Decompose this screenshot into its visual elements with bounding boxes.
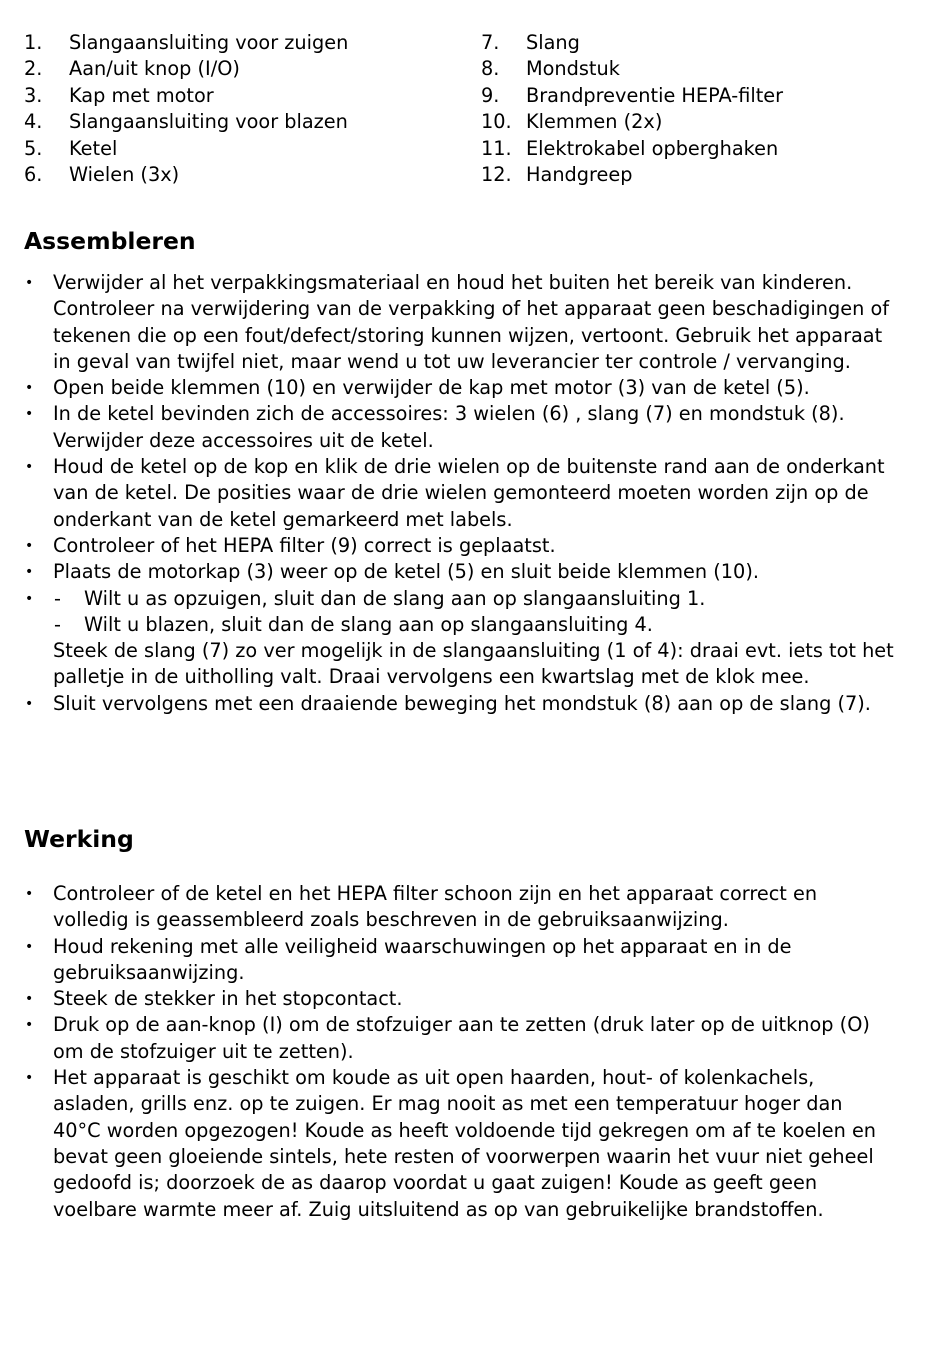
part-number: 2. [24, 57, 43, 81]
list-item [24, 934, 894, 987]
part-label: Wielen (3x) [69, 162, 180, 186]
part-number: 3. [24, 83, 43, 107]
bullet-icon: • [25, 695, 34, 712]
list-item [24, 270, 894, 375]
list-item-text: In de ketel bevinden zich de accessoires: 3 wielen (6) , slang (7) en mondstuk (8). Verwijder deze accessoires uit de ketel. [53, 402, 845, 452]
list-item [24, 986, 894, 1012]
list-item-hose [24, 586, 894, 691]
part-item [481, 30, 783, 56]
part-number: 6. [24, 162, 43, 186]
werking-list [24, 881, 894, 1223]
list-item-text: Steek de slang (7) zo ver mogelijk in de slangaansluiting (1 of 4): draai evt. iets tot het palletje in de uitholling valt. Draai vervolgens een kwartslag met de klok mee. [53, 639, 894, 689]
part-item [24, 83, 348, 109]
list-item [24, 1065, 894, 1223]
list-item [24, 375, 894, 401]
list-item [24, 1012, 894, 1065]
part-item [24, 162, 348, 188]
parts-list [24, 30, 904, 190]
list-item [24, 454, 894, 533]
list-item-text: Open beide klemmen (10) en verwijder de kap met motor (3) van de ketel (5). [53, 376, 810, 400]
part-number: 10. [481, 110, 512, 134]
sub-item [53, 586, 894, 612]
part-item [481, 56, 783, 82]
bullet-icon: • [25, 459, 34, 476]
list-item [24, 559, 894, 585]
list-item [24, 881, 894, 934]
part-label: Aan/uit knop (I/O) [69, 57, 240, 81]
bullet-icon: • [25, 886, 34, 902]
part-number: 11. [481, 136, 512, 160]
bullet-icon: • [25, 275, 34, 291]
list-item-text: Houd de ketel op de kop en klik de drie wielen op de buitenste rand aan de onderkant van de ketel. De posities waar de drie wielen gemonteerd moeten worden zijn op de onderkant van de ketel gemarkeerd met labels. [53, 455, 885, 531]
bullet-icon: • [25, 991, 34, 1008]
part-number: 1. [24, 31, 43, 54]
part-item [24, 136, 348, 162]
section-heading-assembleren: Assembleren [24, 227, 196, 255]
part-label: Klemmen (2x) [526, 110, 663, 134]
part-number: 12. [481, 162, 512, 186]
part-item [481, 83, 783, 109]
bullet-icon: • [25, 406, 34, 423]
dash-icon: - [54, 612, 61, 636]
list-item-text: Sluit vervolgens met een draaiende beweging het mondstuk (8) aan op de slang (7). [53, 691, 871, 715]
part-item [24, 56, 348, 82]
list-item-text: Het apparaat is geschikt om koude as uit open haarden, hout- of kolenkachels, asladen, grills enz. op te zuigen. Er mag nooit as met een temperatuur hoger dan 40°C worden opgezogen! Koude as heeft voldoende tijd gekregen om af te koelen en bevat geen gloeiende sintels, hete resten of voorwerpen waarin het vuur niet geheel gedoofd is; doorzoek de as daarop voordat u gaat zuigen! Koude as geeft geen voelbare warmte meer af. Zuig uitsluitend as op van gebruikelijke brandstoffen. [53, 1066, 877, 1221]
sub-item-text: Wilt u blazen, sluit dan de slang aan op slangaansluiting 4. [84, 612, 653, 636]
bullet-icon: • [25, 938, 34, 955]
part-item [24, 109, 348, 135]
part-item [481, 109, 783, 135]
bullet-icon: • [25, 1017, 34, 1034]
part-item [24, 30, 348, 56]
list-item-text: Controleer of het HEPA filter (9) correct is geplaatst. [53, 533, 556, 557]
part-label: Mondstuk [526, 57, 620, 81]
bullet-icon: • [25, 380, 34, 397]
part-item [481, 162, 783, 188]
part-label: Ketel [69, 136, 118, 160]
section-heading-werking: Werking [24, 825, 134, 853]
part-number: 5. [24, 136, 43, 160]
part-item [481, 136, 783, 162]
list-item-text: Houd rekening met alle veiligheid waarschuwingen op het apparaat en in de gebruiksaanwijzing. [53, 934, 792, 984]
part-number: 4. [24, 110, 43, 134]
bullet-icon: • [25, 537, 34, 554]
list-item-text: Verwijder al het verpakkingsmateriaal en houd het buiten het bereik van kinderen. Controleer na verwijdering van de verpakking of het apparaat geen beschadigingen of tekenen die op een fout/defect/storing kunnen wijzen, vertoont. Gebruik het apparaat in geval van twijfel niet, maar wend u tot uw leverancier ter controle / vervanging. [53, 271, 890, 373]
bullet-icon: • [25, 1070, 34, 1087]
bullet-icon: • [25, 564, 34, 581]
part-label: Slangaansluiting voor blazen [69, 110, 348, 134]
dash-icon: - [54, 586, 61, 610]
part-label: Slang [526, 31, 580, 54]
list-item-text: Druk op de aan-knop (I) om de stofzuiger aan te zetten (druk later op de uitknop (O) om de stofzuiger uit te zetten). [53, 1013, 870, 1063]
part-number: 7. [481, 31, 500, 54]
bullet-icon: • [25, 590, 34, 607]
part-label: Brandpreventie HEPA-filter [526, 83, 784, 107]
list-item-text: Plaats de motorkap (3) weer op de ketel (5) en sluit beide klemmen (10). [53, 560, 759, 584]
parts-column-right [481, 30, 783, 188]
list-item-text: Steek de stekker in het stopcontact. [53, 987, 403, 1011]
part-label: Kap met motor [69, 83, 214, 107]
list-item [24, 691, 894, 717]
sub-item [53, 612, 894, 638]
sub-item-text: Wilt u as opzuigen, sluit dan de slang aan op slangaansluiting 1. [84, 586, 706, 610]
list-item [24, 401, 894, 454]
part-number: 8. [481, 57, 500, 81]
list-item-text: Controleer of de ketel en het HEPA filter schoon zijn en het apparaat correct en volledig is geassembleerd zoals beschreven in de gebruiksaanwijzing. [53, 882, 818, 932]
part-label: Handgreep [526, 162, 633, 186]
parts-column-left [24, 30, 348, 188]
assembleren-list [24, 270, 894, 717]
part-label: Slangaansluiting voor zuigen [69, 31, 349, 54]
part-label: Elektrokabel opberghaken [526, 136, 779, 160]
list-item [24, 533, 894, 559]
part-number: 9. [481, 83, 500, 107]
